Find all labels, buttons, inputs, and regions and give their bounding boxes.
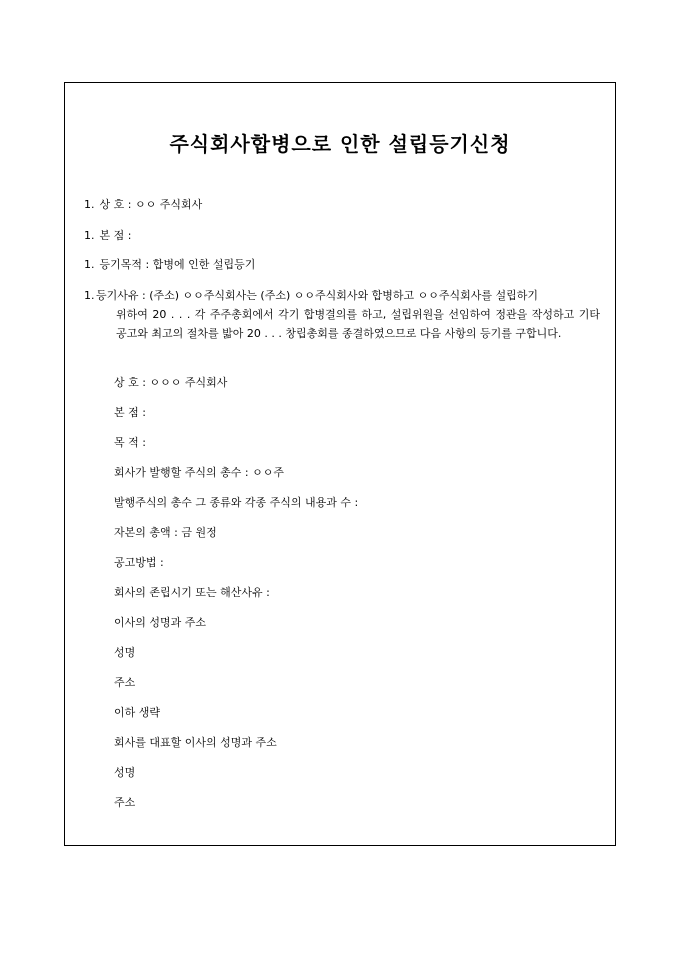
item-number: 1.	[84, 198, 95, 211]
item-number: 1.	[84, 289, 95, 302]
detail-director-address: 주소	[114, 676, 136, 689]
detail-omitted: 이하 생략	[114, 706, 161, 719]
item-number: 1.	[84, 229, 95, 242]
detail-duration: 회사의 존립시기 또는 해산사유 :	[114, 586, 270, 599]
document-border	[64, 82, 616, 846]
reason-first-text: 등기사유 : (주소) ㅇㅇ주식회사는 (주소) ㅇㅇ주식회사와 합병하고 ㅇㅇ주식회사를 설립하기	[96, 289, 539, 302]
item-trade-name	[84, 198, 202, 212]
item-registration-purpose	[84, 258, 255, 272]
registration-reason-paragraph	[84, 286, 600, 343]
item-text: 등기목적 : 합병에 인한 설립등기	[99, 258, 256, 271]
item-number: 1.	[84, 258, 95, 271]
reason-first-line	[84, 286, 600, 305]
detail-issued-shares: 발행주식의 총수 그 종류와 각종 주식의 내용과 수 :	[114, 496, 359, 509]
reason-continuation: 위하여 20 . . . 각 주주총회에서 각기 합병결의를 하고, 설립위원을 선임하여 정관을 작성하고 기타 공고와 최고의 절차를 밟아 20 . . . 창립총회를 종결하였으므로 다음 사항의 등기를 구합니다.	[116, 308, 600, 340]
detail-representative: 회사를 대표할 이사의 성명과 주소	[114, 736, 277, 749]
detail-public-notice: 공고방법 :	[114, 556, 164, 569]
detail-capital: 자본의 총액 : 금 원정	[114, 526, 217, 539]
detail-purpose: 목 적 :	[114, 436, 146, 449]
detail-directors: 이사의 성명과 주소	[114, 616, 207, 629]
detail-director-name: 성명	[114, 646, 136, 659]
detail-representative-address: 주소	[114, 796, 136, 809]
detail-head-office: 본 점 :	[114, 406, 146, 419]
detail-trade-name: 상 호 : ㅇㅇㅇ 주식회사	[114, 376, 228, 389]
item-text: 상 호 : ㅇㅇ 주식회사	[99, 198, 203, 211]
document-title: 주식회사합병으로 인한 설립등기신청	[169, 132, 511, 156]
detail-authorized-shares: 회사가 발행할 주식의 총수 : ㅇㅇ주	[114, 466, 284, 479]
item-head-office	[84, 229, 131, 243]
detail-representative-name: 성명	[114, 766, 136, 779]
item-text: 본 점 :	[99, 229, 132, 242]
